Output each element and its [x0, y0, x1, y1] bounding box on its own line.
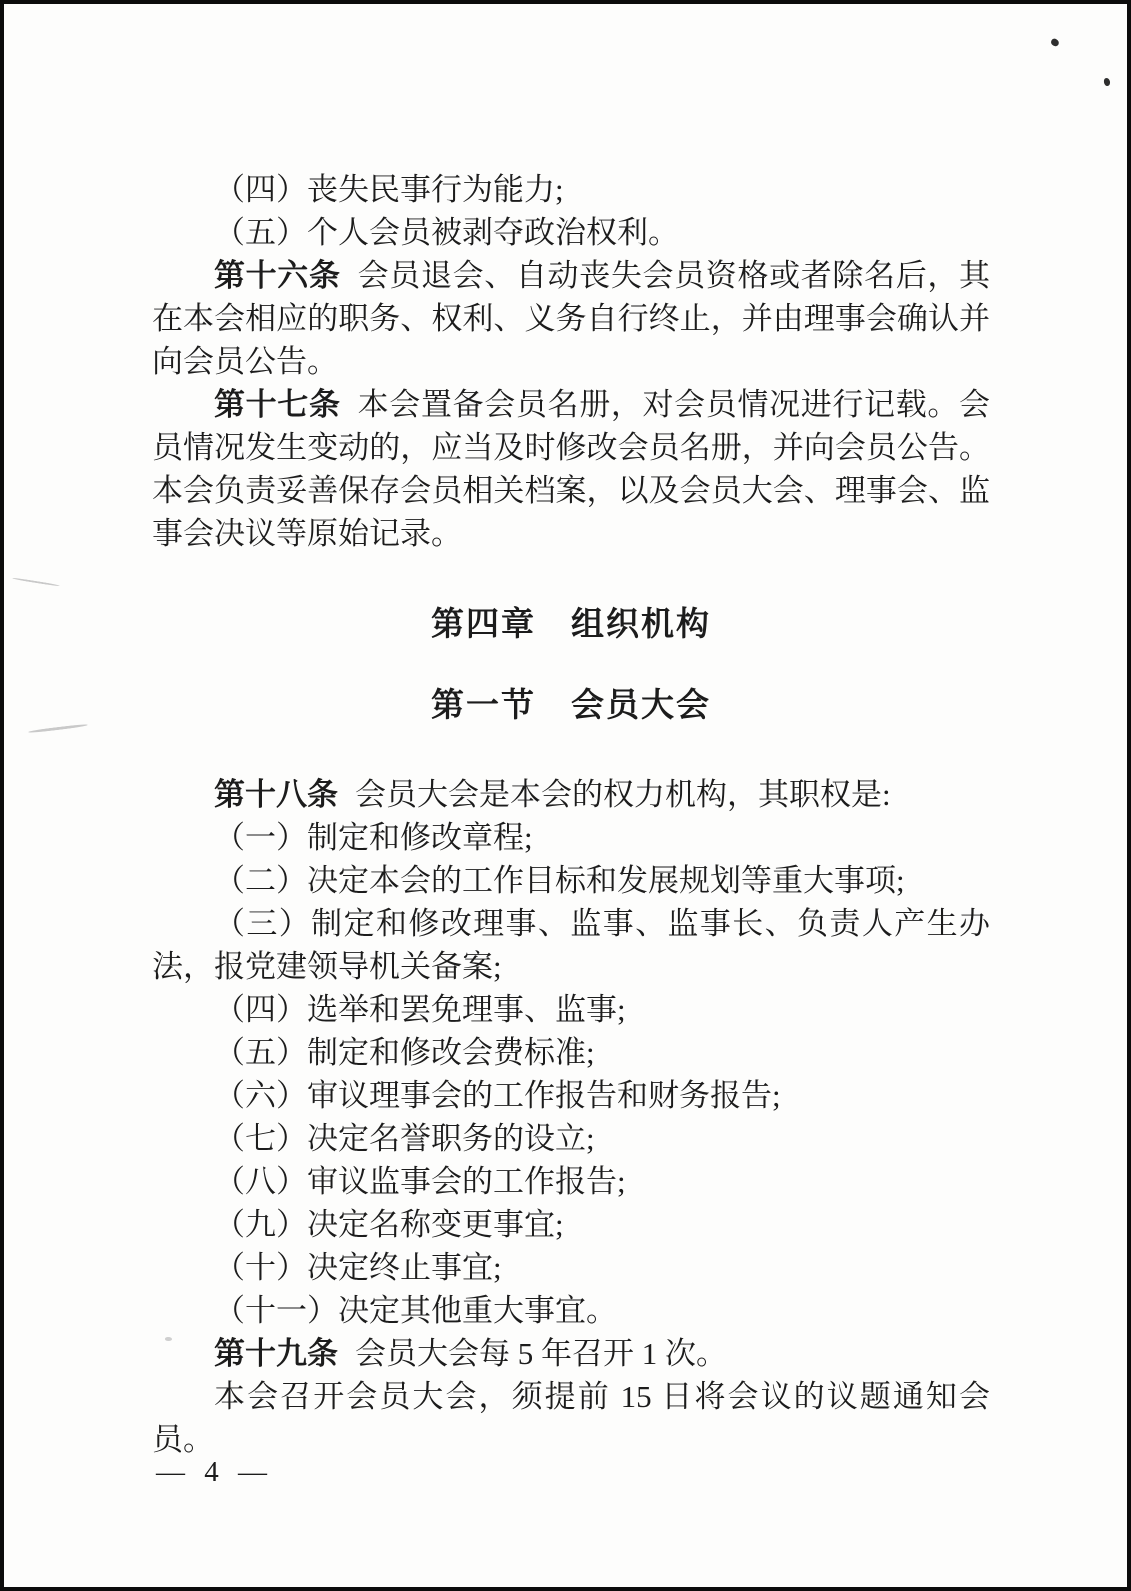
scan-artifact	[1103, 78, 1110, 87]
paragraph: （十）决定终止事宜;	[214, 1250, 502, 1285]
article-text: 本会置备会员名册，对会员情况进行记载。会员情况发生变动的，应当及时修改会员名册，并向会员公告。本会负责妥善保存会员相关档案，以及会员大会、理事会、监事会决议等原始记录。	[152, 387, 991, 551]
paragraph: （九）决定名称变更事宜;	[214, 1207, 564, 1242]
paragraph: （四）丧失民事行为能力;	[214, 172, 564, 207]
scan-artifact	[12, 577, 60, 586]
article-text: 会员退会、自动丧失会员资格或者除名后，其在本会相应的职务、权利、义务自行终止，并由理事会确认并向会员公告。	[152, 258, 991, 379]
paragraph: （二）决定本会的工作目标和发展规划等重大事项;	[214, 863, 905, 898]
paragraph: （十一）决定其他重大事宜。	[214, 1293, 617, 1328]
scan-artifact	[28, 723, 88, 733]
paragraph: （五）个人会员被剥夺政治权利。	[214, 215, 679, 250]
paragraph: （六）审议理事会的工作报告和财务报告;	[214, 1078, 781, 1113]
chapter-heading: 第四章 组织机构	[431, 605, 711, 642]
article-number: 第十八条	[214, 777, 338, 812]
paragraph: （八）审议监事会的工作报告;	[214, 1164, 626, 1199]
article-paragraph	[152, 383, 990, 555]
paragraph: （三）制定和修改理事、监事、监事长、负责人产生办法，报党建领导机关备案;	[152, 906, 990, 984]
article-paragraph	[152, 1332, 990, 1375]
paragraph: （五）制定和修改会费标准;	[214, 1035, 595, 1070]
paragraph: （一）制定和修改章程;	[214, 820, 533, 855]
article-paragraph	[152, 773, 990, 816]
article-number: 第十六条	[214, 258, 341, 293]
paragraph: 本会召开会员大会，须提前 15 日将会议的议题通知会员。	[152, 1379, 990, 1457]
article-number: 第十九条	[214, 1336, 338, 1371]
document-body	[152, 168, 990, 1461]
article-number: 第十七条	[214, 387, 341, 422]
scan-artifact	[1050, 38, 1060, 48]
article-text: 会员大会是本会的权力机构，其职权是:	[355, 777, 891, 812]
scan-artifact	[165, 1337, 172, 1341]
section-heading: 第一节 会员大会	[431, 686, 711, 723]
article-text: 会员大会每 5 年召开 1 次。	[355, 1336, 728, 1371]
page-number: — 4 —	[156, 1456, 273, 1488]
article-paragraph	[152, 254, 990, 383]
paragraph: （七）决定名誉职务的设立;	[214, 1121, 595, 1156]
paragraph: （四）选举和罢免理事、监事;	[214, 992, 626, 1027]
